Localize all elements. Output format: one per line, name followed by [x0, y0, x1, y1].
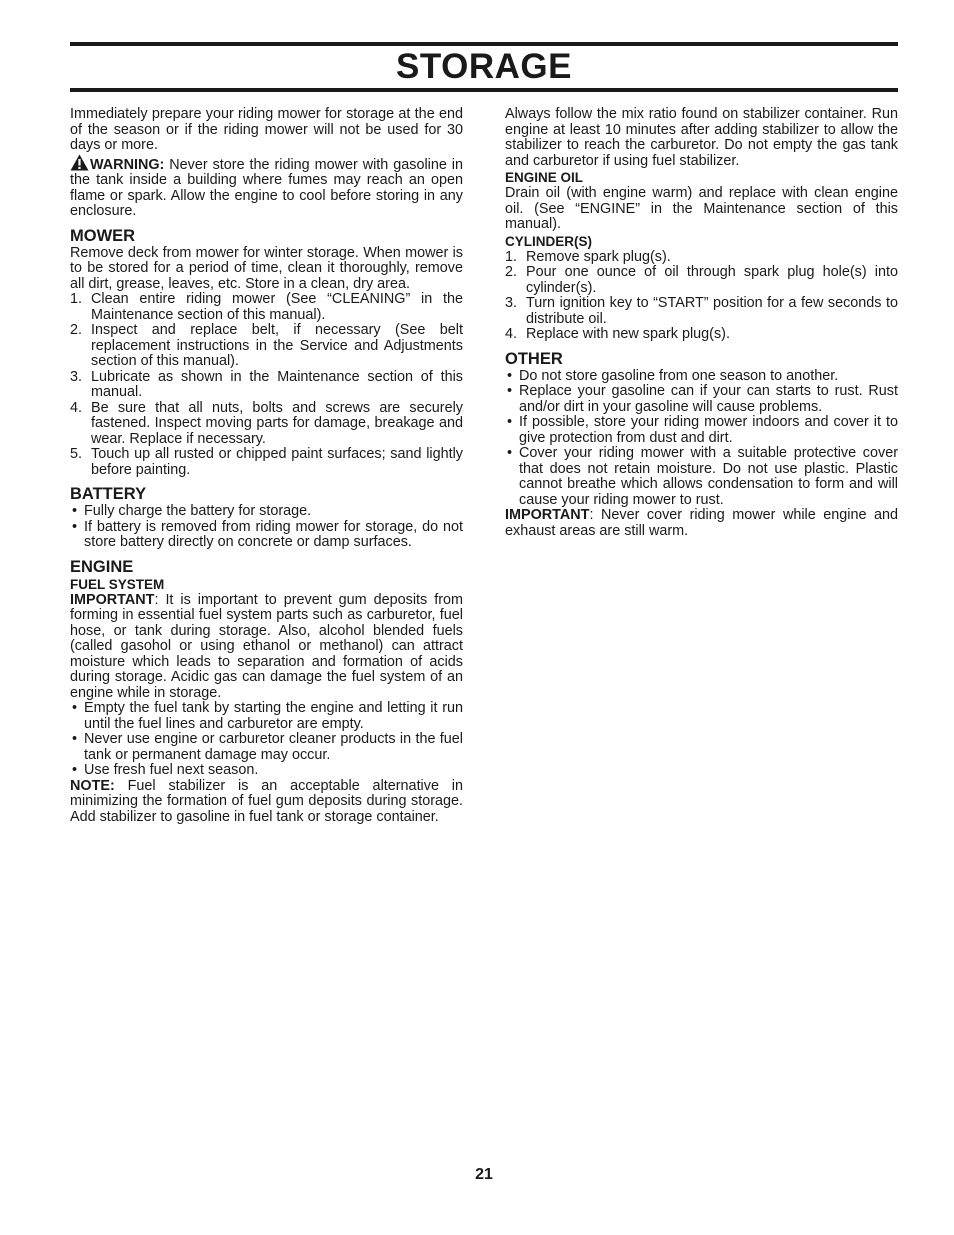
- engine-oil-text: Drain oil (with engine warm) and replace with clean engine oil. (See “ENGINE” in the Maintenance section of this manual).: [505, 185, 898, 232]
- mower-heading: MOWER: [70, 226, 136, 245]
- list-item-text: Do not store gasoline from one season to another.: [519, 367, 839, 384]
- other-important-paragraph: [505, 508, 898, 539]
- list-item-text: Be sure that all nuts, bolts and screws are securely fastened. Inspect moving parts for damage, breakage and wear. Replace if necessary.: [91, 399, 463, 447]
- bullet: •: [507, 367, 513, 384]
- list-item-text: Fully charge the battery for storage.: [84, 503, 312, 519]
- right-column: [505, 107, 898, 539]
- important-label: IMPORTANT: [70, 591, 155, 608]
- list-number: 2.: [70, 322, 83, 338]
- title-rule-bottom: [70, 88, 898, 92]
- battery-list: [70, 504, 463, 551]
- list-item-text: Never use engine or carburetor cleaner products in the fuel tank or permanent damage may occur.: [84, 731, 463, 763]
- list-item-text: If possible, store your riding mower indoors and cover it to give protection from dust and dirt.: [519, 414, 898, 446]
- list-number: 3.: [70, 368, 83, 385]
- list-number: 4.: [70, 399, 83, 416]
- list-item: [505, 250, 898, 266]
- bullet: •: [72, 731, 78, 747]
- list-item-text: Touch up all rusted or chipped paint surfaces; sand lightly before painting.: [91, 446, 463, 478]
- bullet: •: [72, 503, 78, 519]
- list-item: [70, 447, 463, 478]
- list-item: [70, 292, 463, 323]
- list-item: [70, 323, 463, 370]
- engine-heading: ENGINE: [70, 557, 134, 576]
- warning-paragraph: [70, 154, 463, 220]
- stabilizer-paragraph: Always follow the mix ratio found on stabilizer container. Run engine at least 10 minutes after adding stabilizer to allow the stabilizer to reach the carburetor. Do not empty the gas tank and carburetor if using fuel stabilizer.: [505, 106, 898, 169]
- page-title: STORAGE: [396, 47, 572, 86]
- list-number: 1.: [70, 291, 83, 307]
- cylinder-steps: [505, 250, 898, 343]
- warning-text: Never store the riding mower with gasoline in the tank inside a building where fumes may reach an open flame or spark. Allow the engine to cool before storing in any enclosure.: [70, 156, 463, 219]
- list-item: [70, 763, 463, 779]
- bullet: •: [507, 445, 513, 461]
- cylinders-heading: CYLINDER(S): [505, 233, 592, 249]
- list-item: [70, 732, 463, 763]
- fuel-system-heading: FUEL SYSTEM: [70, 576, 165, 592]
- note-paragraph: [70, 779, 463, 826]
- fuel-list: [70, 701, 463, 779]
- mower-steps: [70, 292, 463, 478]
- list-item: [505, 384, 898, 415]
- list-item: [70, 520, 463, 551]
- list-item: [505, 415, 898, 446]
- left-column: [70, 107, 463, 825]
- warning-label: WARNING:: [90, 156, 165, 173]
- list-item-text: Use fresh fuel next season.: [84, 762, 259, 778]
- list-item-text: Replace with new spark plug(s).: [526, 326, 730, 342]
- list-item: [505, 265, 898, 296]
- list-item-text: Remove spark plug(s).: [526, 248, 671, 265]
- list-item-text: If battery is removed from riding mower for storage, do not store battery directly on concrete or damp surfaces.: [84, 518, 463, 550]
- list-number: 2.: [505, 264, 518, 280]
- bullet: •: [507, 414, 513, 430]
- list-item-text: Clean entire riding mower (See “CLEANING” in the Maintenance section of this manual).: [91, 291, 463, 323]
- fuel-important-paragraph: [70, 593, 463, 702]
- list-item: [505, 327, 898, 343]
- warning-triangle-icon: [70, 154, 89, 171]
- list-item: [70, 504, 463, 520]
- bullet: •: [507, 383, 513, 399]
- bullet: •: [72, 700, 78, 716]
- list-item: [70, 701, 463, 732]
- list-item: [70, 370, 463, 401]
- storage-intro: Immediately prepare your riding mower for storage at the end of the season or if the riding mower will not be used for 30 days or more.: [70, 106, 463, 153]
- mower-intro: Remove deck from mower for winter storage. When mower is to be stored for a period of time, clean it thoroughly, remove all dirt, grease, leaves, etc. Store in a clean, dry area.: [70, 244, 463, 292]
- other-list: [505, 369, 898, 509]
- list-number: 3.: [505, 295, 518, 311]
- important-label: IMPORTANT: [505, 507, 590, 523]
- important-text: : Never cover riding mower while engine and exhaust areas are still warm.: [505, 507, 898, 539]
- important-text: : It is important to prevent gum deposits from forming in essential fuel system parts such as carburetor, fuel hose, or tank during storage. Also, alcohol blended fuels (called gasohol or using ethanol or methanol) can attract moisture which leads to separation and formation of acids during storage. Acidic gas can damage the fuel system of an engine while in storage.: [70, 591, 463, 701]
- list-number: 1.: [505, 248, 518, 265]
- list-item: [505, 446, 898, 508]
- list-number: 4.: [505, 326, 518, 342]
- list-item: [505, 369, 898, 385]
- list-item: [505, 296, 898, 327]
- note-text: Fuel stabilizer is an acceptable alternative in minimizing the formation of fuel gum deposits during storage. Add stabilizer to gasoline in fuel tank or storage container.: [70, 777, 463, 825]
- page-number: 21: [475, 1166, 493, 1183]
- list-item-text: Replace your gasoline can if your can starts to rust. Rust and/or dirt in your gasoline will cause problems.: [519, 383, 898, 415]
- list-item-text: Empty the fuel tank by starting the engine and letting it run until the fuel lines and carburetor are empty.: [84, 700, 463, 732]
- note-label: NOTE:: [70, 777, 115, 794]
- bullet: •: [72, 518, 78, 535]
- list-item-text: Pour one ounce of oil through spark plug hole(s) into cylinder(s).: [526, 264, 898, 296]
- list-item-text: Cover your riding mower with a suitable protective cover that does not retain moisture. Do not use plastic. Plastic cannot breathe which allows condensation to form and will cause your riding mower to rust.: [519, 445, 898, 508]
- list-item: [70, 401, 463, 448]
- list-item-text: Inspect and replace belt, if necessary (See belt replacement instructions in the Service and Adjustments section of this manual).: [91, 322, 463, 369]
- engine-oil-heading: ENGINE OIL: [505, 170, 584, 185]
- bullet: •: [72, 762, 78, 778]
- list-item-text: Turn ignition key to “START” position for a few seconds to distribute oil.: [526, 295, 898, 327]
- list-item-text: Lubricate as shown in the Maintenance section of this manual.: [91, 368, 463, 400]
- list-number: 5.: [70, 446, 83, 462]
- battery-heading: BATTERY: [70, 485, 147, 503]
- other-heading: OTHER: [505, 349, 563, 368]
